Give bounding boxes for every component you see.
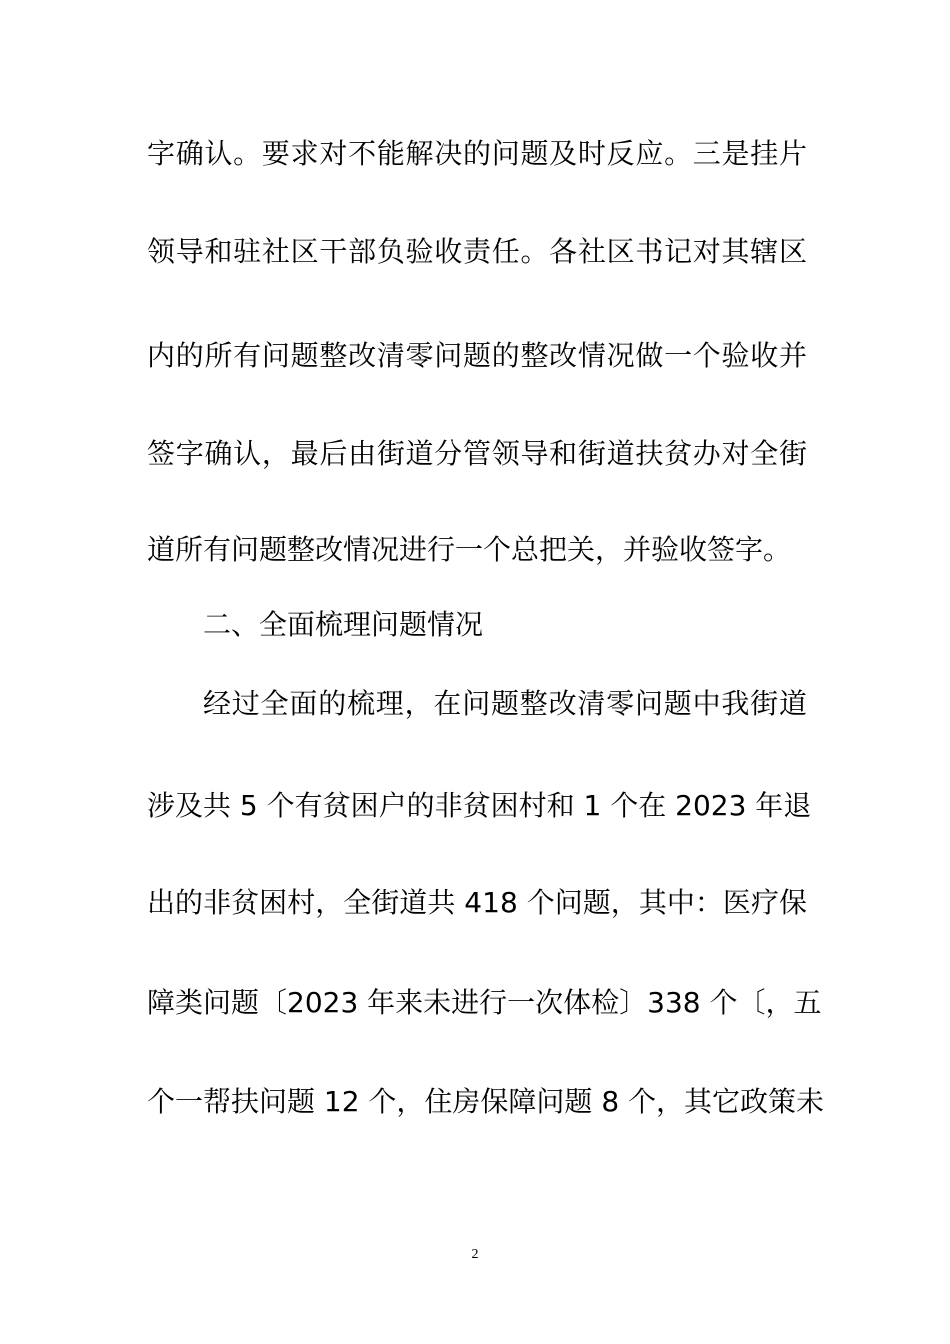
body-text-line-5: 道所有问题整改情况进行一个总把关，并验收签字。 <box>147 533 792 566</box>
body-text-line-1: 字确认。要求对不能解决的问题及时反应。三是挂片 <box>147 137 807 170</box>
section-heading: 二、全面梳理问题情况 <box>203 608 484 641</box>
body-text-line-2: 领导和驻社区干部负验收责任。各社区书记对其辖区 <box>147 235 807 268</box>
body-text-line-3: 内的所有问题整改清零问题的整改情况做一个验收并 <box>147 339 807 372</box>
body-text-line-10: 障类问题〔2023 年来未进行一次体检〕338 个〔，五 <box>147 986 822 1019</box>
page-number: 2 <box>471 1247 479 1262</box>
body-text-line-8: 涉及共 5 个有贫困户的非贫困村和 1 个在 2023 年退 <box>147 789 812 822</box>
paragraph-first-line: 经过全面的梳理，在问题整改清零问题中我街道 <box>203 687 807 720</box>
body-text-line-11: 个一帮扶问题 12 个，住房保障问题 8 个，其它政策未 <box>147 1085 825 1118</box>
body-text-line-9: 出的非贫困村，全街道共 418 个问题，其中：医疗保 <box>147 886 807 919</box>
body-text-line-4: 签字确认，最后由街道分管领导和街道扶贫办对全街 <box>147 437 807 470</box>
